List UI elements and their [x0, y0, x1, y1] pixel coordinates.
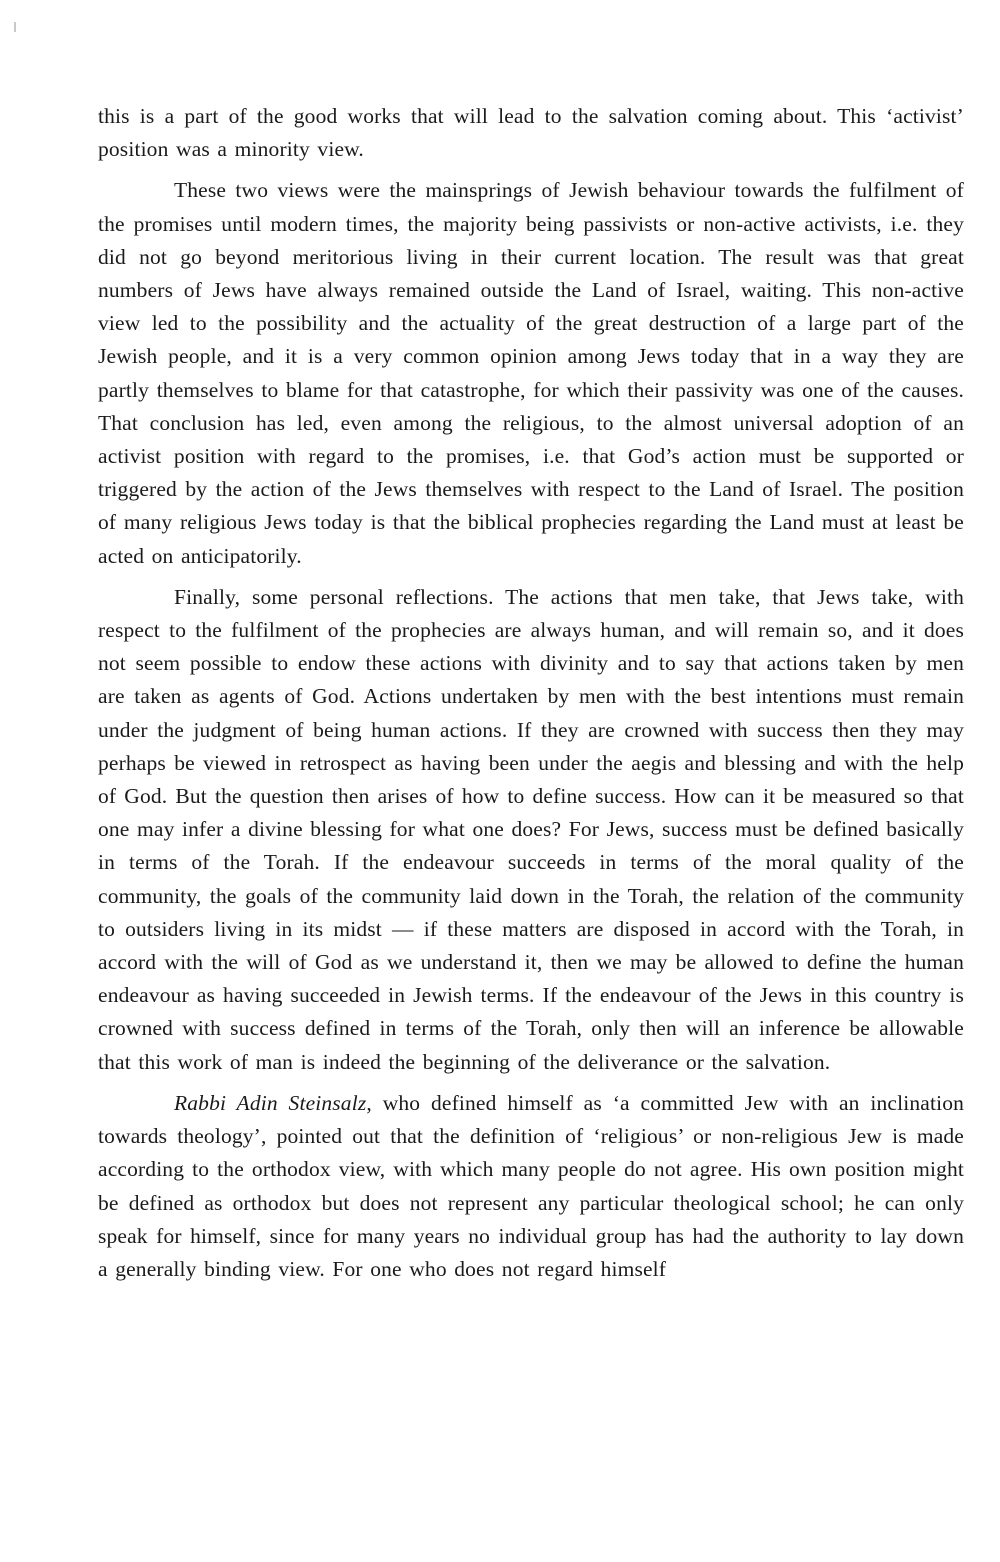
paragraph-personal-reflections	[98, 581, 964, 1079]
paragraph-two-views	[98, 174, 964, 572]
paragraph-activist-view	[98, 100, 964, 166]
document-page	[98, 100, 964, 1286]
paragraph-steinsalz	[98, 1087, 964, 1286]
paragraph-text: These two views were the mainsprings of Jewish behaviour towards the fulfilment of the promises until modern times, the majority being passivists or non-active activists, i.e. they did not go beyond meritorious living in their current location. The result was that great numbers of Jews have always remained outside the Land of Israel, waiting. This non-active view led to the possibility and the actuality of the great destruction of a large part of the Jewish people, and it is a very common opinion among Jews today that in a way they are partly themselves to blame for that catastrophe, for which their passivity was one of the causes. That conclusion has led, even among the religious, to the almost universal adoption of an activist position with regard to the promises, i.e. that God’s action must be supported or triggered by the action of the Jews themselves with respect to the Land of Israel. The position of many religious Jews today is that the biblical prophecies regarding the Land must at least be acted on anticipatorily.	[98, 178, 964, 568]
page-edge-mark	[14, 22, 16, 32]
paragraph-text: , who defined himself as ‘a committed Jew with an inclination towards theology’, pointed out that the definition of ‘religious’ or non-religious Jew is made according to the orthodox view, with which many people do not agree. His own position might be defined as orthodox but does not represent any particular theological school; he can only speak for himself, since for many years no individual group has had the authority to lay down a generally binding view. For one who does not regard himself	[98, 1090, 964, 1281]
paragraph-text: Finally, some personal reflections. The actions that men take, that Jews take, with respect to the fulfilment of the prophecies are always human, and will remain so, and it does not seem possible to endow these actions with divinity and to say that actions taken by men are taken as agents of God. Actions undertaken by men with the best intentions must remain under the judgment of being human actions. If they are crowned with success then they may perhaps be viewed in retrospect as having been under the aegis and blessing and with the help of God. But the question then arises of how to define success. How can it be measured so that one may infer a divine blessing for what one does? For Jews, success must be defined basically in terms of the Torah. If the endeavour succeeds in terms of the moral quality of the community, the goals of the community laid down in the Torah, the relation of the community to outsiders living in its midst — if these matters are disposed in accord with the Torah, in accord with the will of God as we understand it, then we may be allowed to define the human endeavour as having succeeded in Jewish terms. If the endeavour of the Jews in this country is crowned with success defined in terms of the Torah, only then will an inference be allowable that this work of man is indeed the beginning of the deliverance or the salvation.	[98, 584, 964, 1074]
speaker-name: Rabbi Adin Steinsalz	[174, 1090, 367, 1115]
paragraph-text: this is a part of the good works that will lead to the salvation coming about. This ‘activist’ position was a minority view.	[98, 104, 964, 162]
